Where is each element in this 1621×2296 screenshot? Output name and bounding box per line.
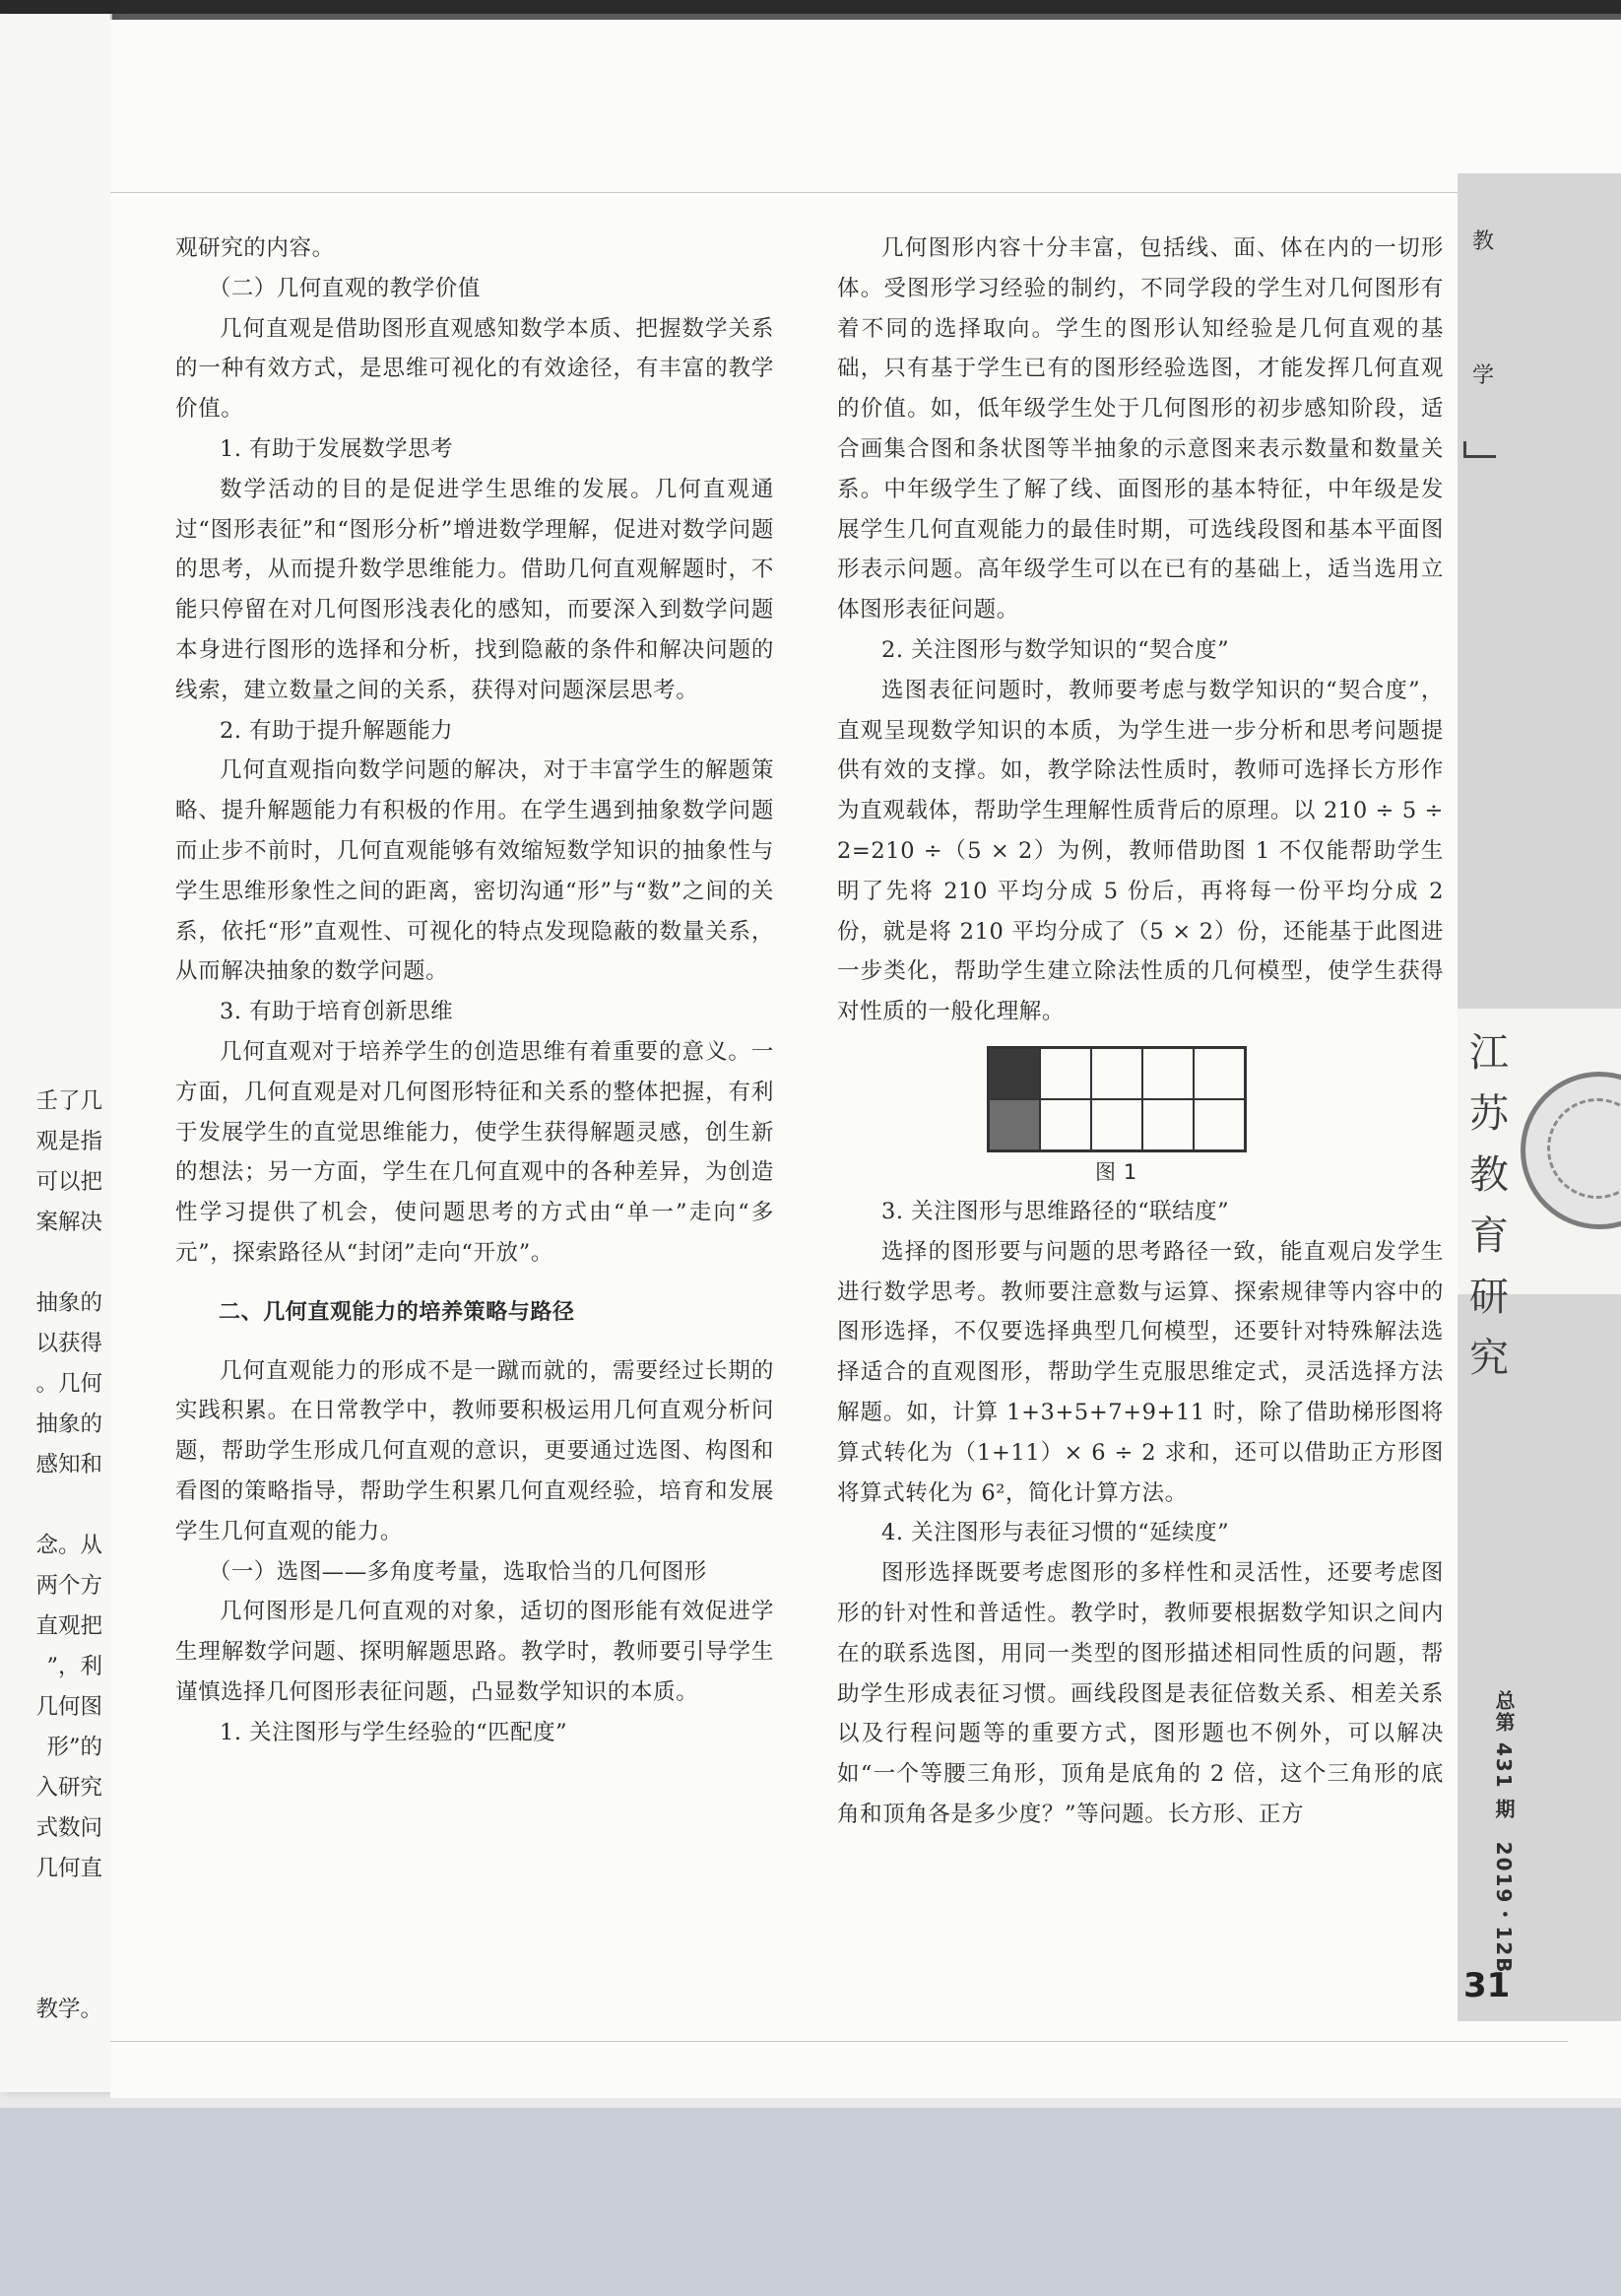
section-heading: （二）几何直观的教学价值 (208, 275, 481, 301)
category-label-top: 教 (1471, 230, 1494, 254)
subsection-heading: 4. 关注图形与表征习惯的“延续度” (881, 1520, 1230, 1546)
fragment: 案解决 (35, 1210, 102, 1235)
bracket-icon (1463, 441, 1496, 458)
page-number: 31 (1463, 1966, 1511, 2005)
fragment: 。几何 (35, 1371, 102, 1397)
fragment: 念。从 (35, 1533, 102, 1558)
paragraph: 几何直观能力的形成不是一蹴而就的，需要经过长期的实践积累。在日常教学中，教师要积极运用几何直观分析问题，帮助学生形成几何直观的意识，更要通过选图、构图和看图的策略指导，帮助学生积累几何直观经验，培育和发展学生几何直观的能力。 (175, 1357, 774, 1544)
division-rectangle-diagram (987, 1046, 1247, 1152)
fragment: 入研究 (35, 1775, 102, 1801)
paragraph: 几何图形是几何直观的对象，适切的图形能有效促进学生理解数学问题、探明解题思路。教学时，教师要引导学生谨慎选择几何图形表征问题，凸显数学知识的本质。 (175, 1599, 774, 1705)
fragment: ”，利 (46, 1654, 102, 1679)
fragment: 几何图 (35, 1694, 102, 1720)
scan-bottom-edge (0, 2108, 1621, 2296)
scan-top-edge (0, 0, 1621, 14)
journal-name: 江苏教育研究 (1469, 1030, 1509, 1381)
fragment: 以获得 (35, 1331, 102, 1356)
grid-cell (1142, 1099, 1194, 1150)
fragment: 教学。 (35, 1997, 102, 2022)
grid-cell (989, 1048, 1040, 1099)
fragment: 壬了几 (35, 1088, 102, 1114)
fragment: 几何直 (35, 1856, 102, 1881)
grid-cell (1194, 1048, 1245, 1099)
side-bar (1458, 173, 1621, 2021)
fragment: 观是指 (35, 1129, 102, 1154)
category-label-bottom: 学 (1471, 363, 1494, 388)
journal-logo (1458, 1009, 1621, 1381)
subsection-heading: 1. 关注图形与学生经验的“匹配度” (220, 1719, 568, 1745)
right-column (837, 229, 1444, 1835)
paragraph: 数学活动的目的是促进学生思维的发展。几何直观通过“图形表征”和“图形分析”增进数学理解，促进对数学问题的思考，从而提升数学思维能力。借助几何直观解题时，不能只停留在对几何图形浅表化的感知，而要深入到数学问题本身进行图形的选择和分析，找到隐蔽的条件和解决问题的线索，建立数量之间的关系，获得对问题深层思考。 (175, 476, 774, 703)
paragraph: 观研究的内容。 (175, 235, 335, 261)
fragment: 两个方 (35, 1573, 102, 1599)
left-column (175, 229, 774, 1752)
grid-cell (1040, 1099, 1091, 1150)
grid-cell (1194, 1099, 1245, 1150)
fragment: 可以把 (35, 1169, 102, 1195)
grid-cell (1091, 1099, 1142, 1150)
figure-caption: 图 1 (1095, 1159, 1137, 1184)
paragraph: 选图表征问题时，教师要考虑与数学知识的“契合度”，直观呈现数学知识的本质，为学生进一步分析和思考问题提供有效的支撑。如，教学除法性质时，教师可选择长方形作为直观载体，帮助学生理解性质背后的原理。以 210 ÷ 5 ÷ 2=210 ÷（5 × 2）为例，教师借助图 1 不仅能帮助学生明了先将 210 平均分成 5 份后，再将每一份平均分成 2 份，就是将 210 平均分成了（5 × 2）份，还能基于此图进一步类化，帮助学生建立除法性质的几何模型，使学生获得对性质的一般化理解。 (837, 677, 1444, 1025)
issue-label: 总第 431 期 2019・12B (1492, 1690, 1516, 1975)
subsection-heading: 3. 关注图形与思维路径的“联结度” (881, 1198, 1230, 1224)
paragraph: 几何直观是借助图形直观感知数学本质、把握数学关系的一种有效方式，是思维可视化的有效途径，有丰富的教学价值。 (175, 315, 774, 423)
grid-cell (989, 1099, 1040, 1150)
subsection-heading: 2. 有助于提升解题能力 (220, 717, 454, 744)
paragraph: 图形选择既要考虑图形的多样性和灵活性，还要考虑图形的针对性和普适性。教学时，教师要根据数学知识之间内在的联系选图，用同一类型的图形描述相同性质的问题，帮助学生形成表征习惯。画线段图是表征倍数关系、相差关系以及行程问题等的重要方式，图形题也不例外，可以解决如“一个等腰三角形，顶角是底角的 2 倍，这个三角形的底角和顶角各是多少度？”等问题。长方形、正方 (837, 1560, 1444, 1827)
figure-1 (837, 1046, 1444, 1192)
fragment: 感知和 (35, 1452, 102, 1477)
fragment: 抽象的 (35, 1290, 102, 1316)
section-heading: （一）选图——多角度考量，选取恰当的几何图形 (208, 1558, 707, 1585)
fragment: 形”的 (46, 1735, 102, 1760)
subsection-heading: 1. 有助于发展数学思考 (220, 435, 454, 462)
subsection-heading: 2. 关注图形与数学知识的“契合度” (881, 636, 1230, 663)
fragment: 直观把 (35, 1613, 102, 1639)
paragraph: 几何直观对于培养学生的创造思维有着重要的意义。一方面，几何直观是对几何图形特征和关系的整体把握，有利于发展学生的直觉思维能力，使学生获得解题灵感，创生新的想法；另一方面，学生在几何直观中的各种差异，为创造性学习提供了机会，使问题思考的方式由“单一”走向“多元”，探索路径从“封闭”走向“开放”。 (175, 1038, 774, 1266)
chapter-heading: 二、几何直观能力的培养策略与路径 (219, 1299, 575, 1325)
journal-page (110, 20, 1621, 2098)
paragraph: 几何图形内容十分丰富，包括线、面、体在内的一切形体。受图形学习经验的制约，不同学段的学生对几何图形有着不同的选择取向。学生的图形认知经验是几何直观的基础，只有基于学生已有的图形经验选图，才能发挥几何直观的价值。如，低年级学生处于几何图形的初步感知阶段，适合画集合图和条状图等半抽象的示意图来表示数量和数量关系。中年级学生了解了线、面图形的基本特征，中年级是发展学生几何直观能力的最佳时期，可选线段图和基本平面图形表示问题。高年级学生可以在已有的基础上，适当选用立体图形表征问题。 (837, 235, 1444, 623)
subsection-heading: 3. 有助于培育创新思维 (220, 999, 454, 1025)
grid-cell (1142, 1048, 1194, 1099)
previous-page-edge (0, 14, 112, 2092)
seal-icon (1521, 1072, 1621, 1229)
paragraph: 几何直观指向数学问题的解决，对于丰富学生的解题策略、提升解题能力有积极的作用。在学生遇到抽象数学问题而止步不前时，几何直观能够有效缩短数学知识的抽象性与学生思维形象性之间的距离，密切沟通“形”与“数”之间的关系，依托“形”直观性、可视化的特点发现隐蔽的数量关系，从而解决抽象的数学问题。 (175, 757, 774, 985)
paragraph: 选择的图形要与问题的思考路径一致，能直观启发学生进行数学思考。教师要注意数与运算、探索规律等内容中的图形选择，不仅要选择典型几何模型，还要针对特殊解法选择适合的直观图形，帮助学生克服思维定式，灵活选择方法解题。如，计算 1+3+5+7+9+11 时，除了借助梯形图将算式转化为（1+11）× 6 ÷ 2 求和，还可以借助正方形图将算式转化为 6²，简化计算方法。 (837, 1238, 1444, 1506)
top-rule (110, 192, 1568, 193)
fragment: 抽象的 (35, 1411, 102, 1437)
bottom-rule (110, 2041, 1568, 2042)
grid-cell (1040, 1048, 1091, 1099)
fragment: 式数问 (35, 1815, 102, 1841)
grid-cell (1091, 1048, 1142, 1099)
